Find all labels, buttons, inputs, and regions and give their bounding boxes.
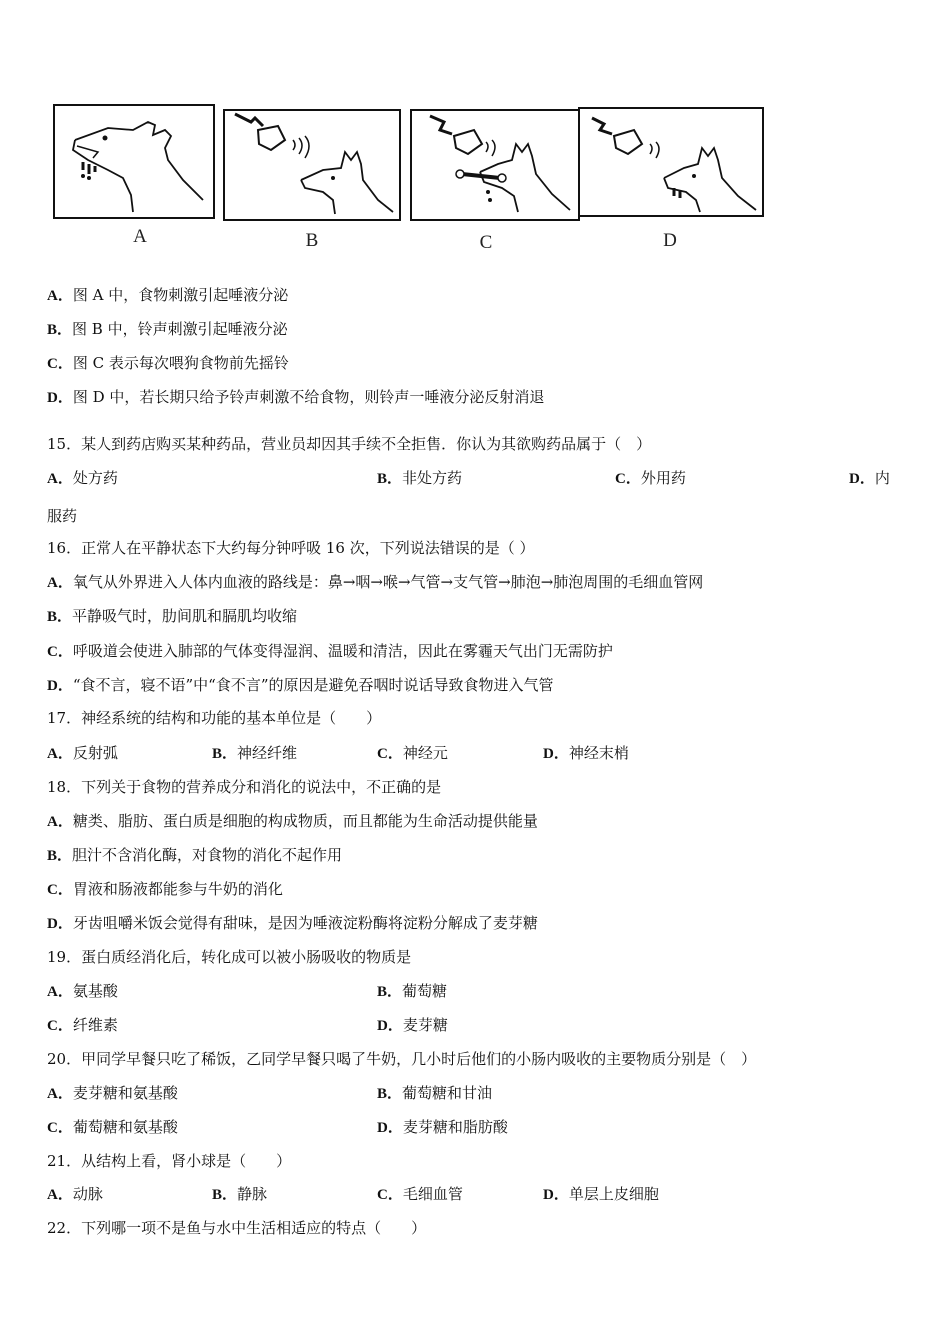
option-letter: B． (377, 471, 403, 487)
q18-option-b[interactable] (47, 845, 342, 866)
option-text: 糖类、脂肪、蛋白质是细胞的构成物质，而且都能为生命活动提供能量 (72, 812, 538, 830)
option-text: 内 (874, 469, 890, 487)
q20-option-b[interactable] (377, 1083, 492, 1104)
dog-bell-salivating-illustration (578, 100, 764, 222)
q20-option-d[interactable] (377, 1117, 508, 1138)
panel-c (410, 100, 580, 222)
option-text: 呼吸道会使进入肺部的气体变得湿润、温暖和清洁，因此在雾霾天气出门无需防护 (72, 642, 613, 660)
option-letter: A． (47, 471, 73, 487)
option-letter: D． (543, 1187, 569, 1203)
option-text: 外用药 (640, 469, 686, 487)
q19-option-a[interactable] (47, 981, 118, 1002)
q18-option-d[interactable] (47, 913, 538, 934)
q17-option-b[interactable] (212, 743, 297, 764)
q15-stem: 15．某人到药店购买某种药品，营业员却因其手续不全拒售．你认为其欲购药品属于（ ） (47, 435, 652, 453)
option-letter: B． (377, 984, 403, 1000)
option-letter: D． (849, 471, 875, 487)
option-text: 纤维素 (72, 1016, 118, 1034)
option-letter: A． (47, 746, 73, 762)
q19-option-b[interactable] (377, 981, 447, 1002)
q21-option-b[interactable] (212, 1184, 267, 1205)
option-letter: A． (47, 1187, 73, 1203)
q21-option-d[interactable] (543, 1184, 659, 1205)
q15-option-c[interactable] (615, 468, 686, 489)
q21-stem: 21．从结构上看，肾小球是（ ） (47, 1152, 292, 1170)
q14-option-d[interactable] (47, 387, 544, 408)
panel-label-d: D (663, 230, 677, 251)
q16-stem: 16．正常人在平静状态下大约每分钟呼吸 16 次，下列说法错误的是（ ） (47, 539, 535, 557)
option-text: 平静吸气时，肋间肌和膈肌均收缩 (72, 607, 298, 625)
q20-stem: 20．甲同学早餐只吃了稀饭，乙同学早餐只喝了牛奶，几小时后他们的小肠内吸收的主要物质分别是（ ） (47, 1050, 757, 1068)
option-letter: C． (47, 356, 73, 372)
option-letter: B． (212, 746, 238, 762)
panel-label-a: A (133, 226, 147, 247)
option-letter: A． (47, 814, 73, 830)
option-text: 葡萄糖和甘油 (402, 1084, 493, 1102)
option-text: 动脉 (72, 1185, 103, 1203)
option-text: 氧气从外界进入人体内血液的路线是：鼻→咽→喉→气管→支气管→肺泡→肺泡周围的毛细血管网 (72, 573, 704, 591)
q15-option-b[interactable] (377, 468, 462, 489)
option-letter: A． (47, 1086, 73, 1102)
option-letter: B． (47, 322, 73, 338)
q19-stem: 19．蛋白质经消化后，转化成可以被小肠吸收的物质是 (47, 948, 412, 966)
option-text: 神经末梢 (568, 744, 629, 762)
option-letter: D． (377, 1120, 403, 1136)
q21-option-a[interactable] (47, 1184, 103, 1205)
q15-option-a[interactable] (47, 468, 118, 489)
option-text: 图 C 表示每次喂狗食物前先摇铃 (72, 354, 289, 372)
option-letter: B． (47, 609, 73, 625)
option-text: 葡萄糖 (402, 982, 448, 1000)
option-text: 处方药 (72, 469, 118, 487)
option-letter: B． (47, 848, 73, 864)
panel-d (578, 100, 764, 222)
option-text: 神经元 (402, 744, 448, 762)
q15-option-d[interactable] (849, 468, 890, 489)
option-letter: A． (47, 288, 73, 304)
q16-option-b[interactable] (47, 606, 297, 627)
option-text: 葡萄糖和氨基酸 (72, 1118, 178, 1136)
q16-option-d[interactable] (47, 675, 554, 696)
option-letter: C． (47, 1018, 73, 1034)
option-letter: D． (47, 390, 73, 406)
option-letter: C． (47, 644, 73, 660)
panel-label-b: B (305, 230, 319, 251)
option-text: 静脉 (237, 1185, 268, 1203)
dog-salivating-illustration (53, 100, 215, 220)
option-text: 胆汁不含消化酶，对食物的消化不起作用 (72, 846, 343, 864)
q20-option-a[interactable] (47, 1083, 178, 1104)
option-text: 麦芽糖和脂肪酸 (402, 1118, 508, 1136)
option-letter: C． (615, 471, 641, 487)
option-letter: D． (543, 746, 569, 762)
option-text: 图 A 中，食物刺激引起唾液分泌 (72, 286, 289, 304)
figure-dog-conditioning (48, 100, 768, 260)
dog-bell-food-illustration (410, 100, 580, 222)
option-text: 单层上皮细胞 (568, 1185, 659, 1203)
option-letter: D． (47, 916, 73, 932)
q18-stem: 18．下列关于食物的营养成分和消化的说法中，不正确的是 (47, 778, 442, 796)
q22-stem: 22．下列哪一项不是鱼与水中生活相适应的特点（ ） (47, 1219, 427, 1237)
option-letter: D． (47, 678, 73, 694)
option-text: 牙齿咀嚼米饭会觉得有甜味，是因为唾液淀粉酶将淀粉分解成了麦芽糖 (72, 914, 538, 932)
option-text: 胃液和肠液都能参与牛奶的消化 (72, 880, 283, 898)
q15-option-d-wrap: 服药 (47, 507, 78, 525)
q19-option-c[interactable] (47, 1015, 118, 1036)
q14-option-a[interactable] (47, 285, 288, 306)
q17-option-d[interactable] (543, 743, 629, 764)
q21-option-c[interactable] (377, 1184, 463, 1205)
panel-a (53, 100, 215, 220)
option-letter: C． (47, 882, 73, 898)
option-text: 神经纤维 (237, 744, 298, 762)
option-text: 图 B 中，铃声刺激引起唾液分泌 (72, 320, 288, 338)
option-text: “食不言，寝不语”中“食不言”的原因是避免吞咽时说话导致食物进入气管 (72, 676, 554, 694)
q14-option-b[interactable] (47, 319, 288, 340)
option-letter: A． (47, 984, 73, 1000)
option-letter: D． (377, 1018, 403, 1034)
panel-b (223, 100, 401, 222)
q19-option-d[interactable] (377, 1015, 448, 1036)
option-letter: A． (47, 575, 73, 591)
option-text: 非处方药 (402, 469, 463, 487)
option-text: 麦芽糖和氨基酸 (72, 1084, 178, 1102)
q16-option-a[interactable] (47, 572, 703, 593)
q20-option-c[interactable] (47, 1117, 178, 1138)
q18-option-a[interactable] (47, 811, 538, 832)
option-letter: C． (377, 1187, 403, 1203)
option-text: 氨基酸 (72, 982, 118, 1000)
option-text: 反射弧 (72, 744, 118, 762)
q18-option-c[interactable] (47, 879, 283, 900)
dog-bell-illustration (223, 100, 401, 222)
q14-option-c[interactable] (47, 353, 289, 374)
q17-option-c[interactable] (377, 743, 448, 764)
option-letter: C． (47, 1120, 73, 1136)
option-letter: C． (377, 746, 403, 762)
q17-option-a[interactable] (47, 743, 118, 764)
panel-label-c: C (479, 232, 493, 253)
option-text: 毛细血管 (402, 1185, 463, 1203)
option-letter: B． (377, 1086, 403, 1102)
option-letter: B． (212, 1187, 238, 1203)
option-text: 麦芽糖 (402, 1016, 448, 1034)
option-text: 图 D 中，若长期只给予铃声刺激不给食物，则铃声一唾液分泌反射消退 (72, 388, 545, 406)
q17-stem: 17．神经系统的结构和功能的基本单位是（ ） (47, 709, 382, 727)
q16-option-c[interactable] (47, 641, 613, 662)
